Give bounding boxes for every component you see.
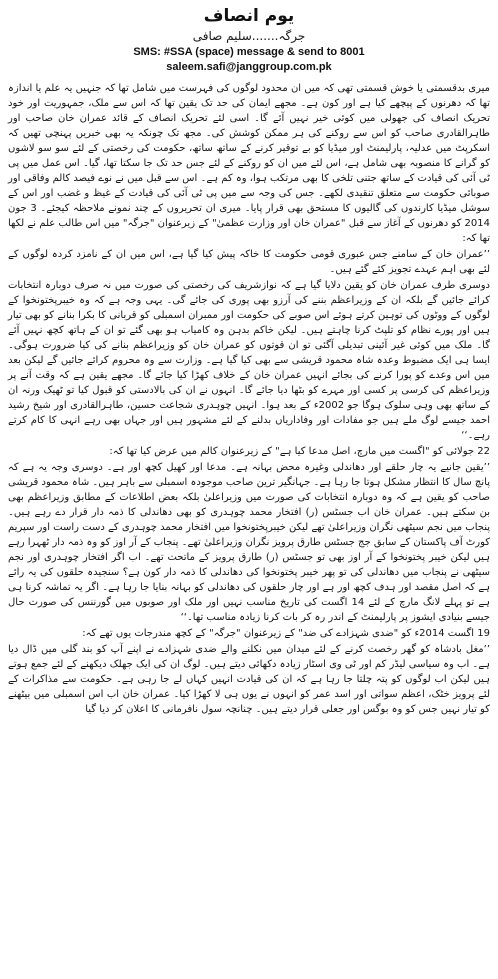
author-email: saleem.safi@janggroup.com.pk	[166, 61, 332, 73]
quoted-paragraph: ’’مغل بادشاہ کو گھر رخصت کرنے کے لئے میدان میں نکلنے والے ضدی شہزادے نے اپنے آپ کو بند گلی میں ڈال دیا ہے۔ اب وہ سیاسی لیڈر کم اور ٹی وی اسٹار زیادہ دکھائی دیتے ہیں۔ لوگ ان کی ایک جھلک دیکھنے کے لئے جمع ہوتے ہیں لیکن اب لوگوں کو پتہ چلتا جا رہا ہے کہ ان کی قیادت انہیں کہاں لے جا رہی ہے۔ حکومت سے مذاکرات کے لئے پرویز خٹک، اعظم سواتی اور اسد عمر کو انہوں نے یوں ہی لا کھڑا کیا۔ عمران خان اب اس اسمبلی میں بیٹھنے کو تیار نہیں جس کو وہ بوگس اور جعلی قرار دیتے ہیں۔ چنانچہ سول نافرمانی کا اعلان کر دیا گیا	[8, 644, 490, 715]
sms-line: SMS: #SSA (space) message & send to 8001	[133, 46, 365, 58]
column-title: یوم انصاف	[203, 6, 295, 26]
body-paragraph: میری بدقسمتی یا خوش قسمتی تھی کہ میں ان محدود لوگوں کی فہرست میں شامل تھا کہ جنہیں یہ علم یا اندازہ تھا کہ دھرنوں کے پیچھے کیا ہے اور کون ہے۔ مجھے ایمان کی حد تک یقین تھا کہ اس سے ملک، جمہوریت اور خود تحریک انصاف کی جھولی میں کوئی خیر نہیں آئے گا۔ اسی لئے تحریک انصاف کے قائد عمران خان صاحب اور طاہرالقادری صاحب کو اس سے روکنے کی ہر ممکن کوشش کی۔ مجھ تک چونکہ یہ بھی خبریں پہنچی تھیں کہ اسکرپٹ میں عدلیہ، پارلیمنٹ اور میڈیا کو بے توقیر کرنے کے ساتھ ساتھ، حکومت کی رخصتی کے لئے سو سو لاشوں کو گرانے کا منصوبہ بھی شامل ہے، اس لئے میں ان کو روکنے کے لئے جس حد تک جا سکتا تھا، گیا۔ اس عمل میں پی ٹی آئی کی قیادت کے ساتھ جتنی تلخی کا بھی مرتکب ہوا، وہ کم ہے۔ اس سے قبل میں نے نوے فیصد کالم وفاقی اور صوبائی حکومت سے متعلق تنقیدی لکھے۔ جس کی وجہ سے میں پی ٹی آئی کی قیادت کے غیظ و غضب اور اس کے سوشل میڈیا کارندوں کی گالیوں کا مستحق بھی قرار پایا۔ میری ان تحریروں کے چند نمونے ملاحظہ کیجئے۔ 3 جون 2014 کو دھرنوں کے آغاز سے قبل "عمران خان اور وزارت عظمیٰ" کے زیرعنوان "جرگہ" میں اس طالب علم نے لکھا تھا کہ:	[8, 83, 490, 244]
quoted-paragraph: ’’عمران خان کے سامنے جس عبوری قومی حکومت کا خاکہ پیش کیا گیا ہے، اس میں ان کے نامزد کردہ لوگوں کے لئے بھی اہم عہدے تجویز کئے گئے ہیں۔	[8, 249, 490, 275]
quoted-paragraph: دوسری طرف عمران خان کو یقین دلایا گیا ہے کہ نوازشریف کی رخصتی کی صورت میں نہ صرف دوبارہ انتخابات کرائے جائیں گے بلکہ ان کے وزیراعظم بننے کی آرزو بھی پوری کی جائے گی۔ یہی وجہ ہے کہ وہ خیبرپختونخوا کے لوگوں کے ووٹوں کی توہین کرتے ہوئے اس صوبے کی حکومت اور ممبران اسمبلی کو قربانی کا بکرا بنانے کو بھی تیار ہیں اور پورے نظام کو تلپٹ کرنا چاہتے ہیں۔ لیکن خاکم بدہن وہ کامیاب ہو بھی گئے تو ان کے ہاتھ کچھ نہیں آئے گا۔ ملک میں کوئی غیر آئینی تبدیلی آگئی تو ان قوتوں کو عمران خان کو وزیراعظم بنانے کی کیا ضرورت ہوگی۔ ایسا ہی ایک مضبوط وعدہ شاہ محمود قریشی سے بھی کیا گیا ہے۔ وزارت سے وہ محروم کرائے جائیں گے لیکن بعد میں اس وعدے کو پورا کرنے کی بجائے انہیں عمران خان کے خلاف کھڑا کیا جائے گا۔ مجھے یقین ہے کہ وقت آنے پر وزیراعظم کی کرسی پر کسی اور مہرے کو بٹھا دیا جائے گا۔ انہوں نے ان کی بالادستی کو قبول کیا تو ٹھیک ورنہ ان کے ساتھ بھی وہی سلوک ہوگا جو 2002ء کے بعد ہوا۔ انہیں چوہدری شجاعت حسین، طاہرالقادری اور شیخ رشید احمد جیسے لوگ ملے ہیں جو مفادات اور وفاداریاں بدلنے کے لئے مشہور ہیں اور جہاں بھی رہے انہی کا کام کرتے رہے۔‘‘	[8, 280, 490, 441]
column-header	[8, 4, 490, 75]
column-byline: جرگہ.......سلیم صافی	[192, 29, 306, 43]
column-body	[8, 81, 490, 717]
quote-lead-in: 19 اگست 2014ء کو "ضدی شہزادے کی ضد" کے زیرعنوان "جرگہ" کے کچھ مندرجات یوں تھے کہ:	[82, 628, 490, 639]
quote-lead-in: 22 جولائی کو "اگست میں مارچ، اصل مدعا کیا ہے" کے زیرعنوان کالم میں عرض کیا تھا کہ:	[109, 446, 490, 457]
quoted-paragraph: ’’یقین جانیے یہ چار حلقے اور دھاندلی وغیرہ محض بہانہ ہے۔ مدعا اور کھیل کچھ اور ہے۔ دوسری وجہ یہ ہے کہ پانچ سال کا انتظار مشکل ہوتا جا رہا ہے۔ جہانگیر ترین صاحب موجودہ اسمبلی سے باہر ہیں۔ شاہ محمود قریشی صاحب کو یقین ہے کہ وہ دوبارہ انتخابات کی صورت میں وزیراعلیٰ بلکہ بعض اطلاعات کے مطابق وزیراعظم بھی بن سکتے ہیں۔ عمران خان اب جسٹس (ر) افتخار محمد چوہدری کو بھی دھاندلی کا ذمہ دار قرار دے رہے ہیں۔ پنجاب میں نجم سیٹھی نگران وزیراعلیٰ تھے لیکن خیبرپختونخوا میں افتخار محمد چوہدری کے دست راست اور سپریم کورٹ آف پاکستان کے سابق جج جسٹس طارق پرویز نگران وزیراعلیٰ تھے۔ پنجاب کے آر اوز کو وہ ذمہ دار ٹھہرا رہے ہیں لیکن خیبر پختونخوا کے آر اوز بھی تو جسٹس (ر) طارق پرویز کے ماتحت تھے۔ اب اگر افتخار چوہدری اور نجم سیٹھی نے پنجاب میں دھاندلی کی تو پھر خیبر پختونخوا کی دھاندلی کا ذمہ دار کون ہے؟ سنجیدہ حلقوں کی یہ رائے ہے کہ اصل مقصد اور ہدف کچھ اور ہے اور چار حلقوں کی دھاندلی کو بہانہ بنایا جا رہا ہے۔ اگر یہ تماشہ کرنا ہی ہے تو پہلے لانگ مارچ کے لئے 14 اگست کی تاریخ مناسب نہیں اور ملک اور صوبوں میں گورننس کی صورت حال جیسے بنیادی ایشوز پر پارلیمنٹ کے اندر رہ کر بات کرنا زیادہ مناسب تھا۔‘‘	[8, 462, 491, 623]
